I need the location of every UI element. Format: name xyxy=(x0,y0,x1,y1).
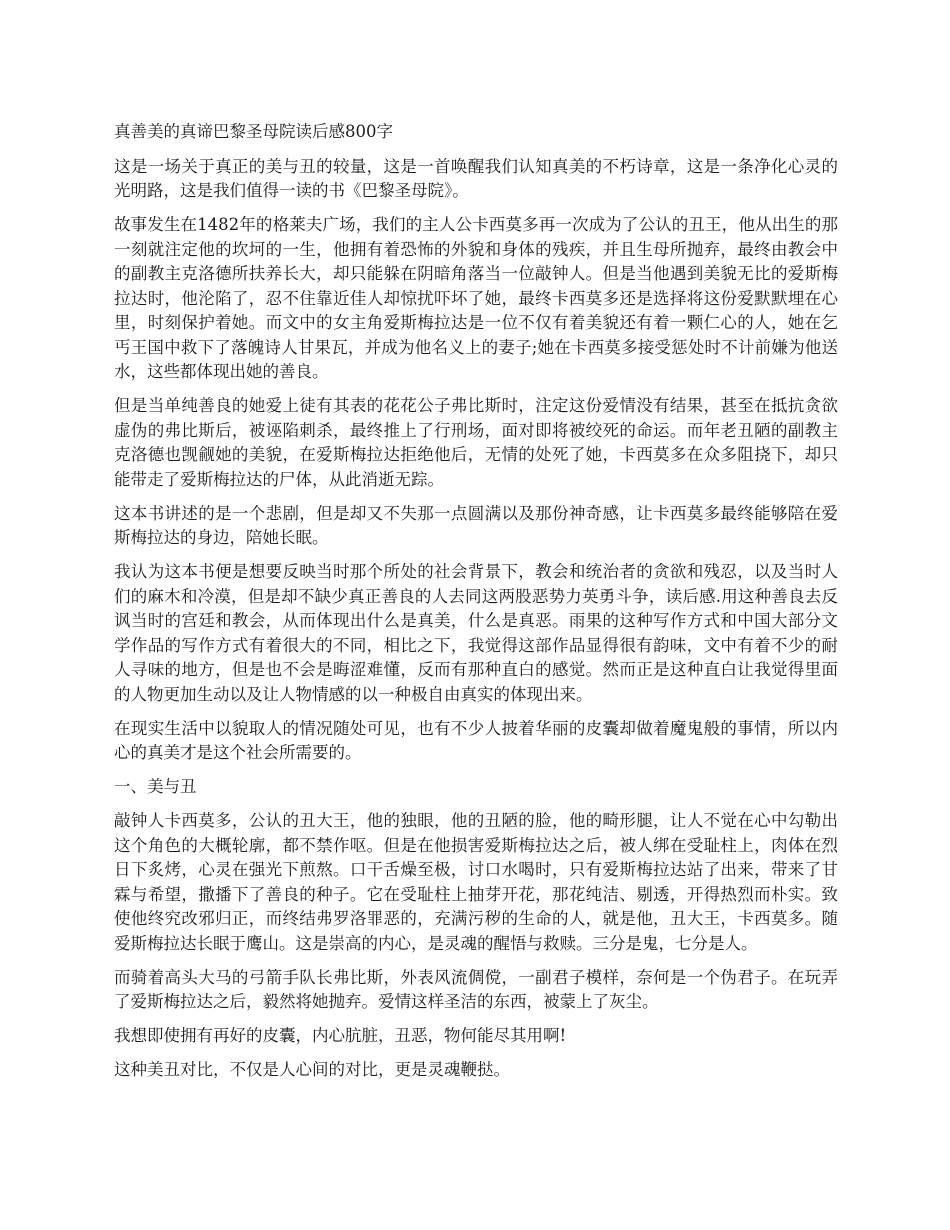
paragraph: 我想即使拥有再好的皮囊，内心肮脏，丑恶，物何能尽其用啊! xyxy=(114,1026,567,1045)
paragraph: 而骑着高头大马的弓箭手队长弗比斯，外表风流倜傥，一副君子模样，奈何是一个伪君子。在玩弄了爱斯梅拉达之后，毅然将她抛弃。爱情这样圣洁的东西，被蒙上了灰尘。 xyxy=(114,967,838,1011)
paragraph: 这是一场关于真正的美与丑的较量，这是一首唤醒我们认知真美的不朽诗章，这是一条净化心灵的光明路，这是我们值得一读的书《巴黎圣母院》。 xyxy=(114,156,838,200)
section-heading: 一、美与丑 xyxy=(114,777,197,796)
paragraph: 但是当单纯善良的她爱上徒有其表的花花公子弗比斯时，注定这份爱情没有结果，甚至在抵抗贪欲虚伪的弗比斯后，被诬陷刺杀，最终推上了行刑场，面对即将被绞死的命运。而年老丑陋的副教主克洛德也觊觎她的美貌，在爱斯梅拉达拒绝他后，无情的处死了她，卡西莫多在众多阻挠下，却只能带走了爱斯梅拉达的尸体，从此消逝无踪。 xyxy=(114,396,838,489)
document-title: 真善美的真谛巴黎圣母院读后感800字 xyxy=(114,122,393,141)
paragraph: 敲钟人卡西莫多，公认的丑大王，他的独眼，他的丑陋的脸，他的畸形腿，让人不觉在心中勾勒出这个角色的大概轮廓，都不禁作呕。但是在他损害爱斯梅拉达之后，被人绑在受耻柱上，肉体在烈日下炙烤，心灵在强光下煎熬。口干舌燥至极，讨口水喝时，只有爱斯梅拉达站了出来，带来了甘霖与希望，撒播下了善良的种子。它在受耻柱上抽芽开花，那花纯洁、剔透，开得热烈而朴实。致使他终究改邪归正，而终结弗罗洛罪恶的，充满污秽的生命的人，就是他，丑大王，卡西莫多。随爱斯梅拉达长眠于鹰山。这是崇高的内心，是灵魂的醒悟与救赎。三分是鬼，七分是人。 xyxy=(114,811,838,953)
paragraph: 在现实生活中以貌取人的情况随处可见，也有不少人披着华丽的皮囊却做着魔鬼般的事情，所以内心的真美才是这个社会所需要的。 xyxy=(114,718,838,762)
paragraph: 故事发生在1482年的格莱夫广场，我们的主人公卡西莫多再一次成为了公认的丑王，他从出生的那一刻就注定他的坎坷的一生，他拥有着恐怖的外貌和身体的残疾，并且生母所抛弃，最终由教会中的副教主克洛德所扶养长大，却只能躲在阴暗角落当一位敲钟人。但是当他遇到美貌无比的爱斯梅拉达时，他沦陷了，忍不住靠近佳人却惊扰吓坏了她，最终卡西莫多还是选择将这份爱默默埋在心里，时刻保护着她。而文中的女主角爱斯梅拉达是一位不仅有着美貌还有着一颗仁心的人，她在乞丐王国中救下了落魄诗人甘果瓦，并成为他名义上的妻子;她在卡西莫多接受惩处时不计前嫌为他送水，这些都体现出她的善良。 xyxy=(114,215,838,381)
paragraph: 这本书讲述的是一个悲剧，但是却又不失那一点圆满以及那份神奇感，让卡西莫多最终能够陪在爱斯梅拉达的身边，陪她长眠。 xyxy=(114,503,838,547)
paragraph: 这种美丑对比，不仅是人心间的对比，更是灵魂鞭挞。 xyxy=(114,1060,510,1079)
document-page xyxy=(114,120,838,1092)
paragraph: 我认为这本书便是想要反映当时那个所处的社会背景下，教会和统治者的贪欲和残忍，以及当时人们的麻木和冷漠，但是却不缺少真正善良的人去同这两股恶势力英勇斗争，读后感.用这种善良去反讽当时的宫廷和教会，从而体现出什么是真美，什么是真恶。雨果的这种写作方式和中国大部分文学作品的写作方式有着很大的不同，相比之下，我觉得这部作品显得很有韵味，文中有着不少的耐人寻味的地方，但是也不会是晦涩难懂，反而有那种直白的感觉。然而正是这种直白让我觉得里面的人物更加生动以及让人物情感的以一种极自由真实的体现出来。 xyxy=(114,562,838,704)
